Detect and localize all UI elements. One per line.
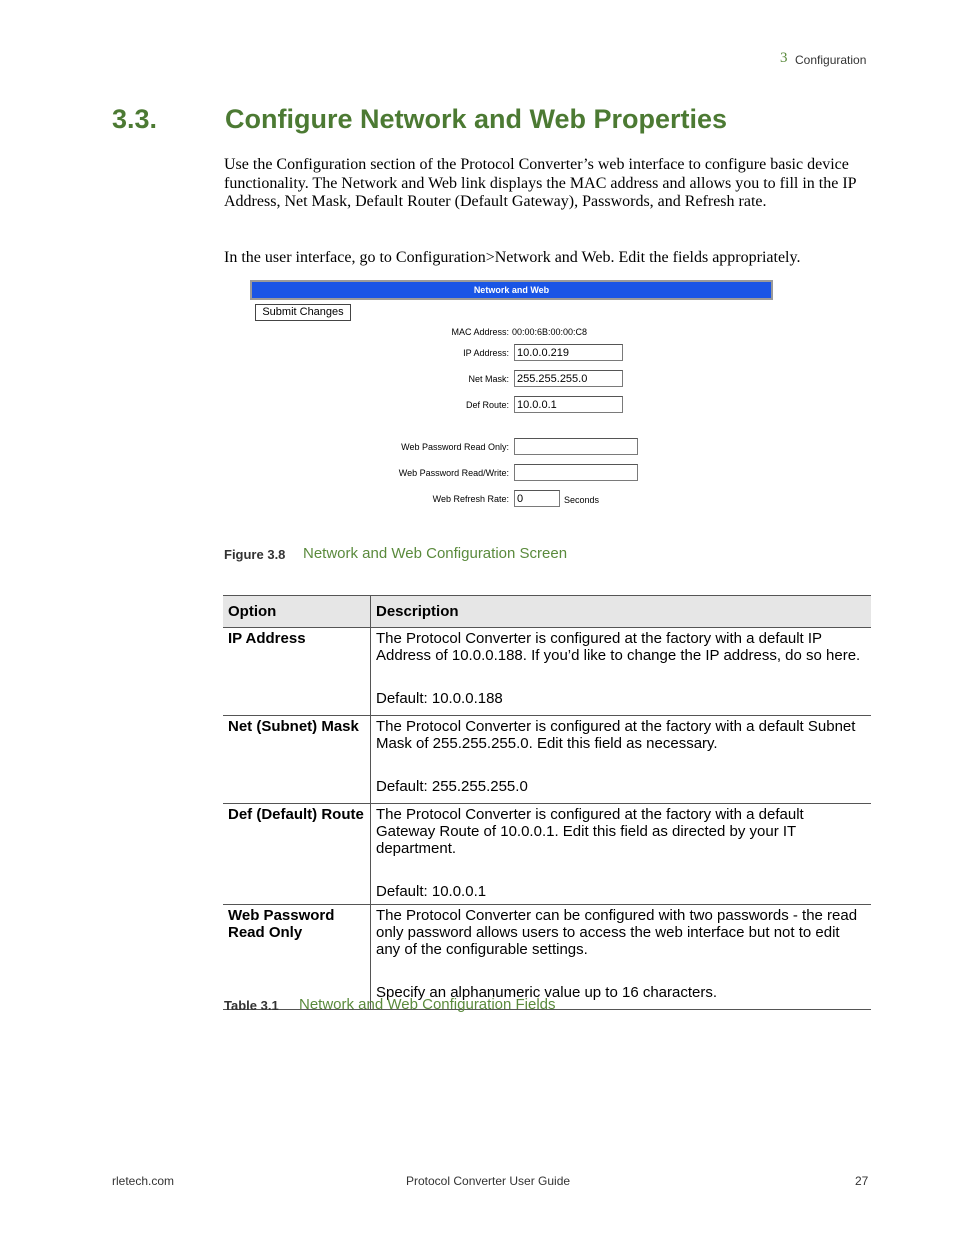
footer-guide-title: Protocol Converter User Guide (406, 1174, 571, 1188)
description-text: The Protocol Converter is configured at the factory with a default Subnet Mask of 255.255.255.0. Edit this field as necessary. (376, 718, 856, 752)
network-web-title-bar (250, 280, 773, 300)
table-row (223, 628, 871, 716)
option-cell: Web Password Read Only (223, 905, 371, 1010)
figure-caption-text: Network and Web Configuration Screen (303, 545, 568, 562)
description-default: Default: 10.0.0.188 (376, 690, 503, 707)
description-text: The Protocol Converter can be configured with two passwords - the read only password allows users to access the web interface but not to edit any of the configurable settings. (376, 907, 858, 958)
password-read-write-input[interactable] (514, 464, 638, 481)
description-default: Default: 10.0.0.1 (376, 883, 487, 900)
intro-paragraph: Use the Configuration section of the Protocol Converter’s web interface to configure basic device functionality. The Network and Web link displays the MAC address and allows you to fill in the IP Address, Net Mask, Default Router (Default Gateway), Passwords, and Refresh rate. (224, 156, 856, 210)
description-cell (371, 905, 872, 1010)
password-read-write-label: Web Password Read/Write: (398, 468, 509, 478)
table-caption-label: Table 3.1 (224, 998, 279, 1013)
option-cell: IP Address (223, 628, 371, 716)
net-mask-label: Net Mask: (468, 374, 509, 384)
chapter-number: 3 (780, 50, 788, 66)
options-table (223, 595, 871, 1010)
ip-address-input[interactable]: 10.0.0.219 (514, 344, 623, 361)
description-cell (371, 716, 872, 804)
def-route-input[interactable]: 10.0.0.1 (514, 396, 623, 413)
description-default: Specify an alphanumeric value up to 16 characters. (376, 984, 718, 1001)
mac-address-value: 00:00:6B:00:00:C8 (512, 327, 588, 337)
table-caption-text: Network and Web Configuration Fields (299, 996, 556, 1013)
section-number: 3.3. (112, 104, 158, 134)
description-cell (371, 804, 872, 905)
description-cell (371, 628, 872, 716)
footer-website: rletech.com (112, 1174, 175, 1188)
refresh-rate-input[interactable]: 0 (514, 490, 560, 507)
table-header-row (223, 596, 871, 628)
column-header-description: Description (371, 596, 872, 628)
password-read-only-input[interactable] (514, 438, 638, 455)
table-row (223, 905, 871, 1010)
submit-changes-button[interactable]: Submit Changes (255, 304, 351, 321)
table-row (223, 804, 871, 905)
figure-caption-label: Figure 3.8 (224, 547, 286, 562)
mac-address-label: MAC Address: (451, 327, 509, 337)
table-row (223, 716, 871, 804)
description-text: The Protocol Converter is configured at the factory with a default Gateway Route of 10.0.0.1. Edit this field as directed by your IT department. (376, 806, 804, 857)
ip-address-label: IP Address: (463, 348, 509, 358)
description-text: The Protocol Converter is configured at the factory with a default IP Address of 10.0.0.188. If you’d like to change the IP address, do so here. (376, 630, 861, 664)
option-cell: Def (Default) Route (223, 804, 371, 905)
net-mask-input[interactable]: 255.255.255.0 (514, 370, 623, 387)
instruction-paragraph: In the user interface, go to Configuration>Network and Web. Edit the fields appropriately. (224, 249, 801, 266)
page-number: 27 (855, 1174, 869, 1188)
refresh-rate-unit: Seconds (564, 495, 600, 505)
refresh-rate-label: Web Refresh Rate: (432, 494, 509, 504)
option-cell: Net (Subnet) Mask (223, 716, 371, 804)
column-header-option: Option (223, 596, 371, 628)
chapter-title: Configuration (795, 53, 867, 67)
description-default: Default: 255.255.255.0 (376, 778, 528, 795)
section-title: Configure Network and Web Properties (225, 104, 728, 134)
network-web-title: Network and Web (473, 285, 550, 295)
password-read-only-label: Web Password Read Only: (401, 442, 509, 452)
def-route-label: Def Route: (465, 400, 509, 410)
